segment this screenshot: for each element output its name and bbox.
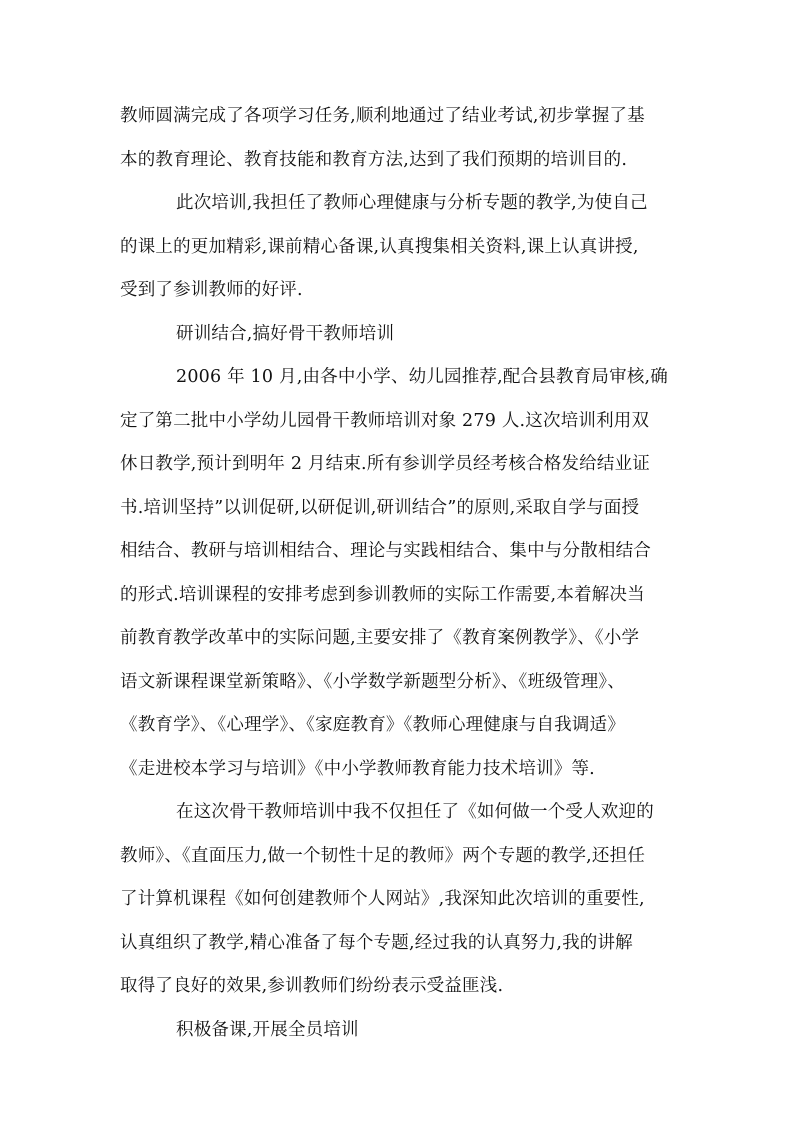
paragraph-line: 的课上的更加精彩,课前精心备课,认真搜集相关资料,课上认真讲授,	[120, 237, 639, 257]
paragraph-line: 教师圆满完成了各项学习任务,顺利地通过了结业考试,初步掌握了基	[120, 106, 645, 126]
paragraph-line: 《走进校本学习与培训》《中小学教师教育能力技术培训》等.	[120, 759, 595, 779]
paragraph-line: 书.培训坚持”以训促研,以研促训,研训结合”的原则,采取自学与面授	[120, 498, 640, 518]
paragraph-line: 定了第二批中小学幼儿园骨干教师培训对象 279 人.这次培训利用双	[120, 411, 650, 431]
paragraph-line: 取得了良好的效果,参训教师们纷纷表示受益匪浅.	[120, 976, 504, 996]
paragraph-line: 语文新课程课堂新策略》、《小学数学新题型分析》、《班级管理》、	[120, 672, 625, 692]
paragraph-line: 此次培训,我担任了教师心理健康与分析专题的教学,为使自己	[176, 193, 648, 213]
paragraph-line: 受到了参训教师的好评.	[120, 280, 303, 300]
paragraph-line: 了计算机课程《如何创建教师个人网站》,我深知此次培训的重要性,	[120, 889, 645, 909]
paragraph-line: 休日教学,预计到明年 2 月结束.所有参训学员经考核合格发给结业证	[120, 454, 650, 474]
paragraph-line: 的形式.培训课程的安排考虑到参训教师的实际工作需要,本着解决当	[120, 585, 645, 605]
paragraph-line: 2006 年 10 月,由各中小学、幼儿园推荐,配合县教育局审核,确	[176, 367, 668, 387]
section-heading: 研训结合,搞好骨干教师培训	[176, 324, 395, 344]
paragraph-line: 《教育学》、《心理学》、《家庭教育》《教师心理健康与自我调适》	[120, 715, 625, 735]
paragraph-line: 认真组织了教学,精心准备了每个专题,经过我的认真努力,我的讲解	[120, 933, 633, 953]
paragraph-line: 教师》、《直面压力,做一个韧性十足的教师》两个专题的教学,还担任	[120, 846, 646, 866]
paragraph-line: 在这次骨干教师培训中我不仅担任了《如何做一个受人欢迎的	[176, 802, 654, 822]
paragraph-line: 本的教育理论、教育技能和教育方法,达到了我们预期的培训目的.	[120, 150, 628, 170]
paragraph-line: 前教育教学改革中的实际问题,主要安排了《教育案例教学》、《小学	[120, 628, 640, 648]
section-heading: 积极备课,开展全员培训	[176, 1020, 359, 1040]
paragraph-line: 相结合、教研与培训相结合、理论与实践相结合、集中与分散相结合	[120, 541, 651, 561]
